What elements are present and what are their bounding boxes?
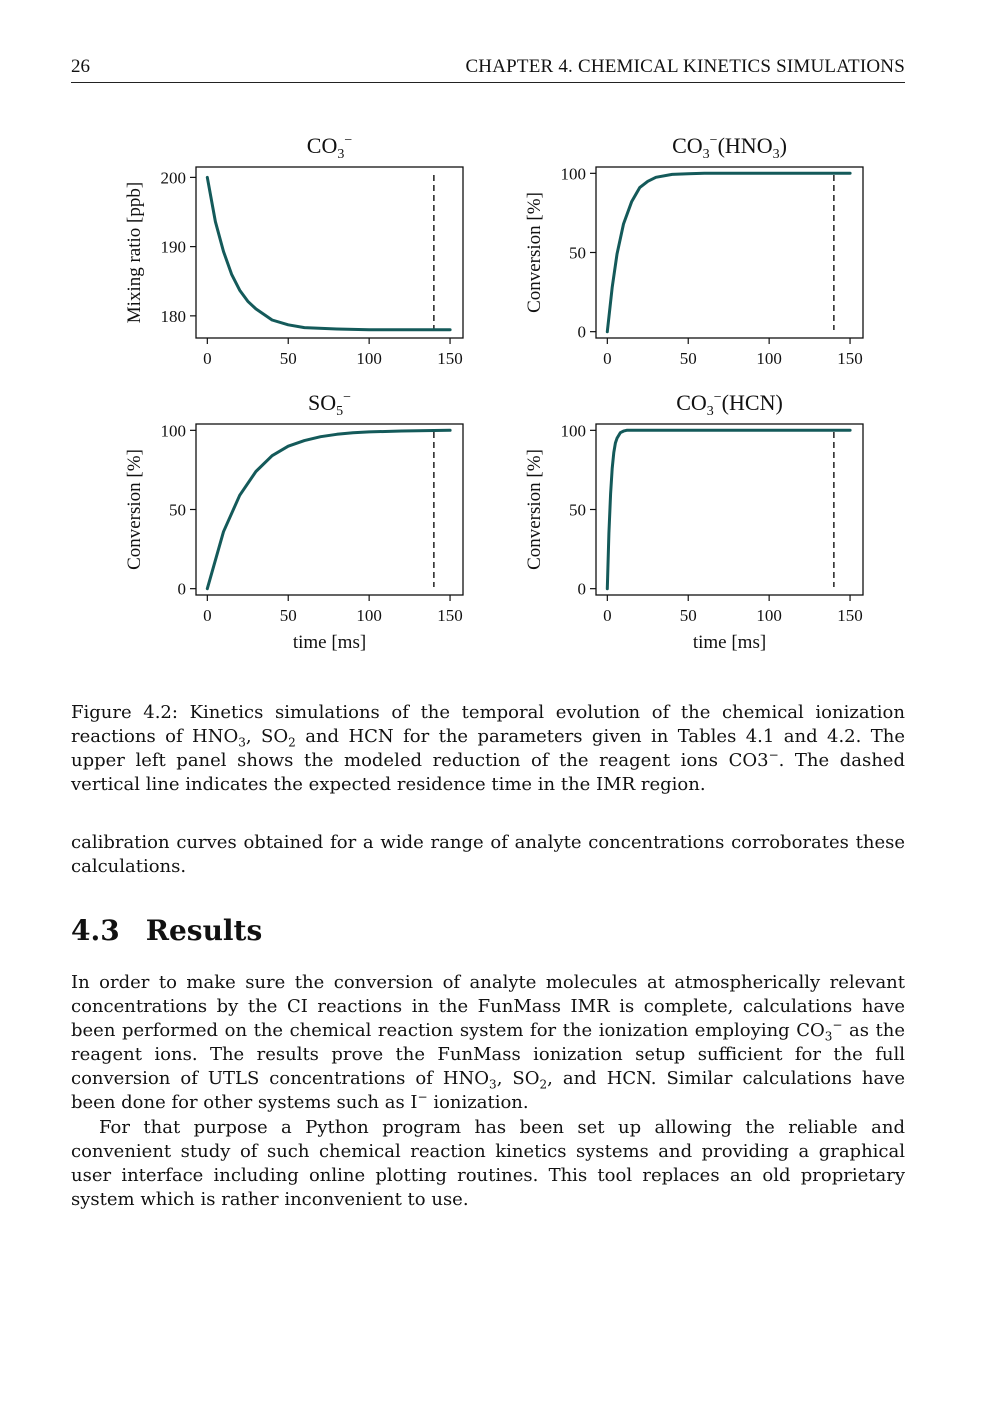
x-tick-label: 100 [356, 606, 382, 625]
x-axis-label: time [ms] [292, 632, 367, 653]
x-tick-label: 0 [203, 606, 212, 625]
section-heading [71, 914, 262, 947]
series-line [207, 430, 450, 588]
superscript: − [768, 748, 779, 762]
y-tick-label: 0 [577, 579, 586, 599]
series-line [207, 177, 450, 329]
caption-text-1: Kinetics simulations of the temporal evolution of the chemical ionization reactions of HNO [71, 702, 905, 747]
caption-text-2: , SO [245, 726, 289, 747]
y-tick-label: 190 [160, 237, 186, 257]
text-run: ionization. [427, 1092, 529, 1113]
page-number: 26 [71, 56, 90, 77]
x-tick-label: 100 [756, 606, 782, 625]
section-number: 4.3 [71, 914, 120, 947]
x-tick-label: 0 [603, 349, 612, 368]
x-tick-label: 100 [356, 349, 382, 368]
plot-frame [596, 424, 863, 595]
x-tick-label: 150 [837, 606, 863, 625]
y-tick-label: 0 [177, 579, 186, 599]
subscript: 3 [489, 1077, 497, 1092]
y-tick-label: 0 [577, 322, 586, 342]
x-tick-label: 100 [756, 349, 782, 368]
figure-caption [71, 701, 905, 797]
series-line [607, 173, 850, 331]
chart-title: $CO_3^-(HCN)$ [676, 390, 783, 419]
chart-title: $CO_3^-(HNO_3)$ [672, 133, 787, 162]
x-tick-label: 150 [837, 349, 863, 368]
x-tick-label: 150 [437, 606, 463, 625]
y-tick-label: 100 [560, 421, 586, 441]
y-tick-label: 50 [569, 500, 586, 520]
x-tick-label: 50 [679, 349, 697, 368]
subscript: 2 [288, 735, 296, 750]
x-axis-label: time [ms] [692, 632, 767, 653]
y-tick-label: 50 [169, 500, 186, 520]
figure-4-2 [0, 0, 1000, 700]
y-tick-label: 100 [560, 164, 586, 184]
y-tick-label: 100 [160, 421, 186, 441]
subscript: 3 [824, 1029, 833, 1044]
caption-text-4: . The dashed vertical line indicates the expected residence time in the IMR region. [71, 750, 905, 795]
paragraph-python-program: For that purpose a Python program has been set up allowing the reliable and convenient study of such chemical reaction kinetics systems and providing a graphical user interface including online plotting routines. This tool replaces an old proprietary system which is rather inconvenient to use. [71, 1117, 905, 1210]
y-axis-label: Mixing ratio [ppb] [124, 181, 145, 324]
chapter-title: CHAPTER 4. CHEMICAL KINETICS SIMULATIONS [465, 56, 905, 77]
text-run: as the reagent ions. The results prove the FunMass ionization setup sufficient for the full conversion of UTLS concentrations of HNO [71, 1020, 905, 1089]
chart-title: $SO_5^-$ [307, 390, 352, 419]
text-run: , and HCN. Similar calculations have been done for other systems such as I [71, 1068, 905, 1113]
plot-frame [196, 424, 463, 595]
paragraph-continuation: calibration curves obtained for a wide range of analyte concentrations corroborates these calculations. [71, 832, 905, 877]
x-tick-label: 0 [203, 349, 212, 368]
caption-label: Figure 4.2: [71, 702, 178, 723]
caption-text-3: and HCN for the parameters given in Tables 4.1 and 4.2. The upper left panel shows the modeled reduction of the reagent ions CO3 [71, 726, 906, 771]
x-tick-label: 50 [679, 606, 697, 625]
section-title: Results [145, 914, 263, 947]
y-tick-label: 200 [160, 168, 186, 188]
superscript: − [417, 1090, 428, 1104]
x-tick-label: 150 [437, 349, 463, 368]
chart-title: $CO_3^-$ [306, 133, 353, 162]
y-tick-label: 50 [569, 243, 586, 263]
paragraph-results [71, 971, 905, 1115]
superscript: − [832, 1018, 843, 1032]
subscript: 3 [238, 735, 246, 750]
y-tick-label: 180 [160, 306, 186, 326]
text-run: , SO [496, 1068, 540, 1089]
subscript: 2 [539, 1077, 548, 1092]
x-tick-label: 0 [603, 606, 612, 625]
x-tick-label: 50 [279, 606, 297, 625]
series-line [607, 430, 850, 588]
x-tick-label: 50 [279, 349, 297, 368]
y-axis-label: Conversion [%] [524, 449, 545, 570]
text-run: In order to make sure the conversion of analyte molecules at atmospherically relevant concentrations by the CI reactions in the FunMass IMR is complete, calculations have been performed on the chemical reaction system for the ionization employing CO [71, 972, 905, 1041]
y-axis-label: Conversion [%] [124, 449, 145, 570]
plot-frame [196, 167, 463, 338]
y-axis-label: Conversion [%] [524, 192, 545, 313]
